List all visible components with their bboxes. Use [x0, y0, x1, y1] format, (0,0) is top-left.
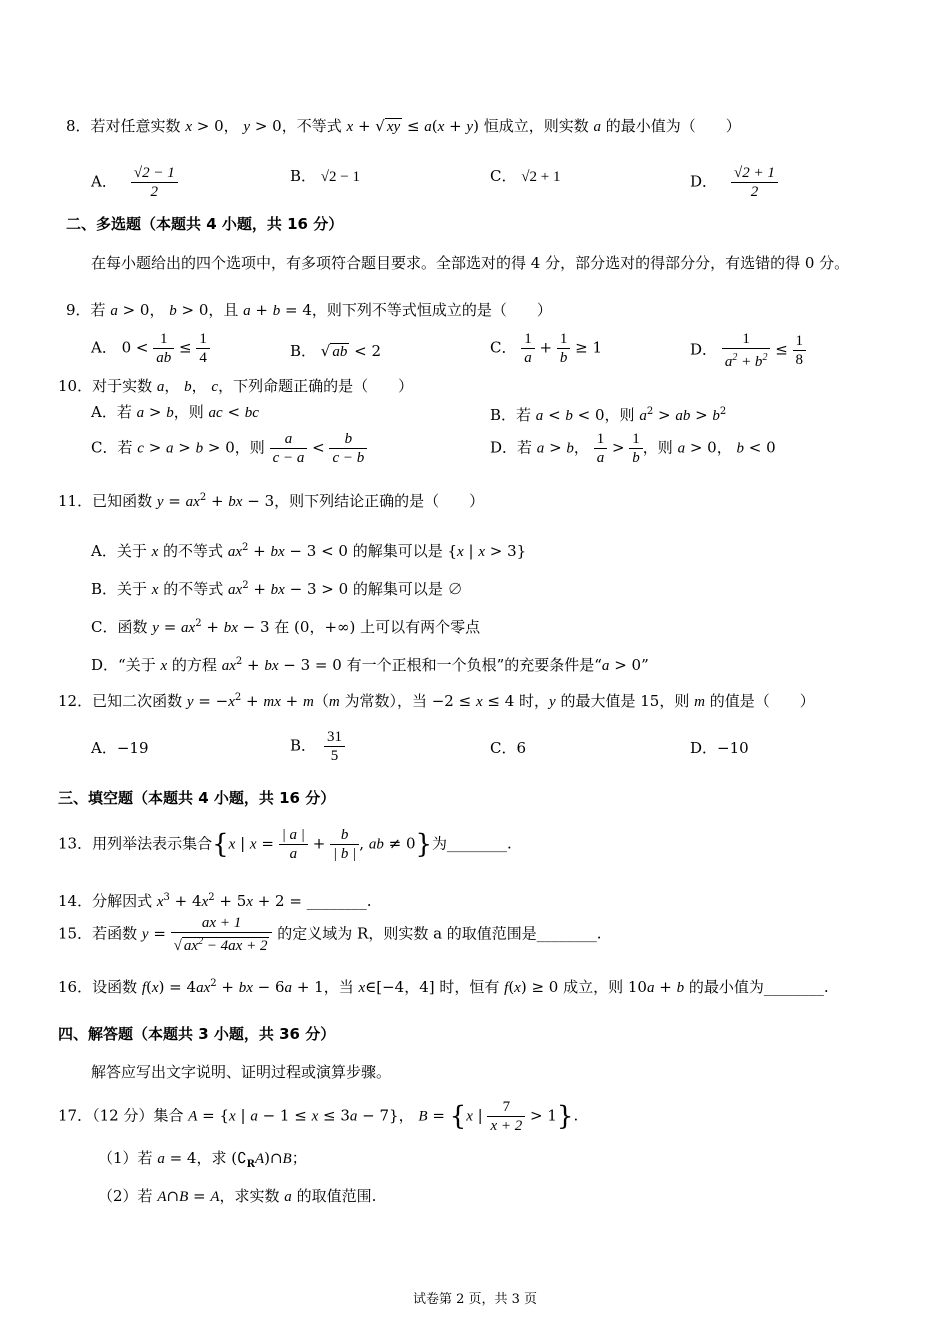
q9-option-c: C． $\frac{1}{a}$ + $\frac{1}{b}$ ≥ 1: [490, 331, 603, 366]
q17-part-2: （2）若 A∩B = A，求实数 a 的取值范围.: [98, 1187, 377, 1205]
q8-option-a: A． $\frac{√2 - 1}{2}$: [91, 164, 178, 201]
q12-option-d: D．−10: [690, 739, 749, 757]
section-4-title: 四、解答题（本题共 3 小题，共 36 分）: [58, 1025, 336, 1043]
q13-stem: 13．用列举法表示集合{x | x = $\frac{| a |}{a}$ + $\frac{b}{| b |}$ , ab ≠ 0}为________.: [58, 827, 512, 862]
q11-option-c: C．函数 $y = ax^2$ + bx − 3 在 (0，+∞) 上可以有两个零点: [91, 618, 481, 636]
q8-option-d: D． $\frac{√2 + 1}{2}$: [690, 164, 778, 201]
page-footer: 试卷第 2 页，共 3 页: [412, 1292, 538, 1307]
q11-option-d: D．“关于 x 的方程 $ax^2$ + bx − 3 = 0 有一个正根和一个负根”的充要条件是“a > 0”: [91, 656, 649, 674]
q9-option-b: B． √ ab < 2: [290, 342, 382, 360]
q11-option-b: B．关于 x 的不等式 $ax^2$ + bx − 3 > 0 的解集可以是 ∅: [91, 580, 463, 598]
section-4-desc: 解答应写出文字说明、证明过程或演算步骤。: [91, 1063, 392, 1081]
q8-stem: 8．若对任意实数 x > 0， y > 0，不等式 x + √ xy ≤ a(x + y) 恒成立，则实数 a 的最小值为（ ）: [66, 117, 741, 135]
q11-option-a: A．关于 x 的不等式 $ax^2$ + bx − 3 < 0 的解集可以是 {x | x > 3}: [91, 542, 527, 560]
section-2-title: 二、多选题（本题共 4 小题，共 16 分）: [66, 215, 344, 233]
q14-stem: 14．分解因式 $x^3 + 4x^2 + 5x + 2$ = ________.: [58, 892, 372, 910]
q10-option-c: C．若 c > a > b > 0，则 $\frac{a}{c - a}$ < $\frac{b}{c - b}$: [91, 430, 367, 467]
q17-stem: 17．（12 分）集合 A = {x | a − 1 ≤ x ≤ 3a − 7}， B = {x | $\frac{7}{x + 2}$ > 1}.: [58, 1099, 579, 1134]
q16-stem: 16．设函数 $f(x) = 4ax^2$ + bx − 6a + 1，当 x∈[−4，4] 时，恒有 f(x) ≥ 0 成立，则 10a + b 的最小值为________.: [58, 978, 829, 996]
q17-part-1: （1）若 a = 4，求 $(∁_RA)\cap B$；: [98, 1149, 307, 1170]
q12-option-a: A．−19: [91, 739, 149, 757]
q11-stem: 11．已知函数 $y = ax^2$ + bx − 3，则下列结论正确的是（ ）: [58, 492, 485, 510]
q8-option-c: C． √2 + 1: [490, 167, 561, 185]
q9-option-a: A． 0 < $\frac{1}{ab}$ ≤ $\frac{1}{4}$: [91, 330, 210, 367]
q10-option-a: A．若 a > b，则 ac < bc: [91, 403, 259, 421]
q9-option-d: D． $\frac{1}{a^2 + b^2}$ ≤ $\frac{1}{8}$: [690, 330, 806, 371]
q10-stem: 10．对于实数 a， b， c，下列命题正确的是（ ）: [58, 377, 414, 395]
q15-stem: 15．若函数 y = $\frac{ax + 1}{√ ax^2 - 4ax + 2}$ 的定义域为 R，则实数 a 的取值范围是________.: [58, 915, 602, 954]
q10-option-d: D．若 a > b， $\frac{1}{a}$ > $\frac{1}{b}$ ，则 a > 0， b < 0: [490, 431, 776, 466]
q9-stem: 9．若 a > 0， b > 0，且 a + b = 4，则下列不等式恒成立的是（ ）: [66, 301, 552, 319]
q12-option-b: B． $\frac{31}{5}$: [290, 728, 345, 765]
q10-option-b: B．若 a < b < 0，则 $a^2$ > ab > $b^2$: [490, 406, 727, 424]
section-3-title: 三、填空题（本题共 4 小题，共 16 分）: [58, 789, 336, 807]
q8-option-b: B． √2 − 1: [290, 167, 360, 185]
q12-option-c: C．6: [490, 739, 527, 757]
section-2-desc: 在每小题给出的四个选项中，有多项符合题目要求。全部选对的得 4 分，部分选对的得部分分，有选错的得 0 分。: [91, 254, 850, 272]
q12-stem: 12．已知二次函数 $y = -x^2$ + mx + m（m 为常数），当 −2 ≤ x ≤ 4 时，y 的最大值是 15，则 m 的值是（ ）: [58, 692, 815, 710]
